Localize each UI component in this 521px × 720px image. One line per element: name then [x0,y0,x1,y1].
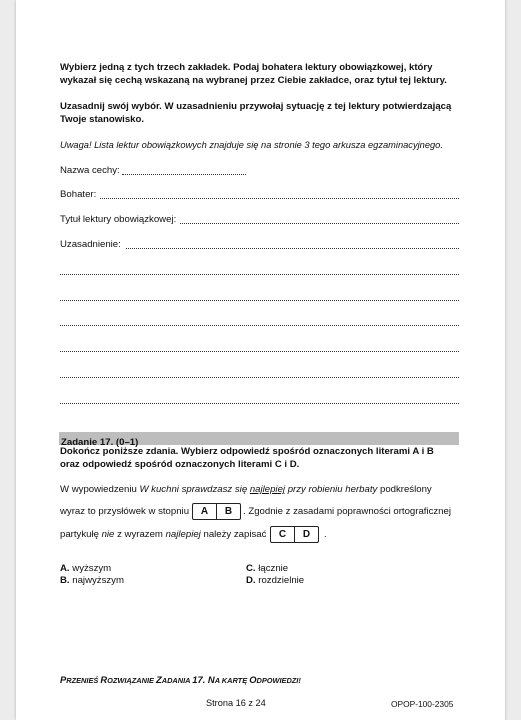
book-title-answer-line[interactable] [180,223,459,224]
option-b-cell[interactable]: B [216,504,240,519]
task-17-title: Zadanie 17. (0–1) [61,437,139,448]
option-d[interactable] [246,574,304,588]
transfer-answer-note [60,673,301,688]
intro-line-4: Twoje stanowisko. [60,114,145,125]
task-17-sentence-3 [60,528,266,542]
option-letter: A. [60,563,70,574]
option-b[interactable] [60,574,124,588]
note-part: OZWIĄZANIE [107,676,156,685]
option-text: najwyższym [72,575,124,586]
answer-line[interactable] [60,403,459,404]
page-number: Strona 16 z 24 [206,698,266,708]
note-part: A KARTĘ [214,676,250,685]
answer-line[interactable] [60,300,459,301]
task-17-instruction-1: Dokończ poniższe zdania. Wybierz odpowiedź spośród oznaczonych literami A i B [60,446,434,457]
note-part: P [60,674,67,685]
sentence-end-period: . [324,529,327,540]
hero-label: Bohater: [60,189,97,200]
exam-code: OPOP-100-2305 [391,699,454,709]
sentence-text: należy zapisać [200,529,267,540]
option-text: rozdzielnie [258,575,305,586]
justification-answer-line[interactable] [126,248,459,249]
sentence-text: W wypowiedzeniu [60,484,140,495]
note-part: N [205,674,215,685]
option-letter: B. [60,575,70,586]
intro-line-2: wykazał się cechą wskazaną na wybranej przez Ciebie zakładce, oraz tytuł tej lektury. [60,75,447,86]
note-part: ADANIA [161,676,193,685]
option-a-cell[interactable]: A [200,506,209,517]
note-part: Z [156,674,162,685]
task-17-instruction-2: oraz odpowiedź spośród oznaczonych literami C i D. [60,459,300,470]
sentence-quote: W kuchni sprawdzasz się [139,484,250,495]
option-letter: D. [246,575,256,586]
answer-line[interactable] [60,377,459,378]
note-part: DPOWIEDZI! [256,676,301,685]
trait-label: Nazwa cechy: [60,165,120,176]
book-title-label: Tytuł lektury obowiązkowej: [60,214,177,225]
underlined-word: najlepiej [249,484,286,495]
task-17-sentence-2: wyraz to przysłówek w stopniu [60,506,190,517]
task-17-sentence-1 [60,483,432,497]
note-part: R [100,674,108,685]
option-text: wyższym [72,563,112,574]
answer-line[interactable] [60,351,459,352]
note-part: RZENIEŚ [66,676,101,685]
sentence-text: partykułę [60,529,102,540]
sentence-word-najlepiej: najlepiej [165,529,201,540]
task-17-header [59,432,459,448]
option-text: łącznie [258,563,289,574]
option-letter: C. [246,563,256,574]
option-d-cell[interactable]: D [294,527,318,542]
answer-box-ab[interactable] [192,503,241,520]
intro-line-1: Wybierz jedną z tych trzech zakładek. Podaj bohatera lektury obowiązkowej, który [60,62,433,73]
answer-box-cd[interactable] [270,526,319,543]
exam-page [16,0,505,720]
sentence-text: z wyrazem [114,529,166,540]
sentence-text: podkreślony [377,484,432,495]
hero-answer-line[interactable] [100,198,459,199]
note-part: O [249,674,257,685]
justification-label: Uzasadnienie: [60,239,121,250]
note-part: 17. [192,674,206,685]
intro-line-3: Uzasadnij swój wybór. W uzasadnieniu przywołaj sytuację z tej lektury potwierdzającą [60,101,452,112]
sentence-word-nie: nie [101,529,115,540]
answer-line[interactable] [60,274,459,275]
option-c-cell[interactable]: C [278,529,287,540]
trait-answer-line[interactable] [122,174,246,175]
sentence-quote-end: przy robieniu herbaty [285,484,378,495]
reading-list-note: Uwaga! Lista lektur obowiązkowych znajduje się na stronie 3 tego arkusza egzaminacyjnego. [60,140,443,150]
answer-line[interactable] [60,325,459,326]
task-17-sentence-2-cont: . Zgodnie z zasadami poprawności ortograficznej [243,506,451,517]
